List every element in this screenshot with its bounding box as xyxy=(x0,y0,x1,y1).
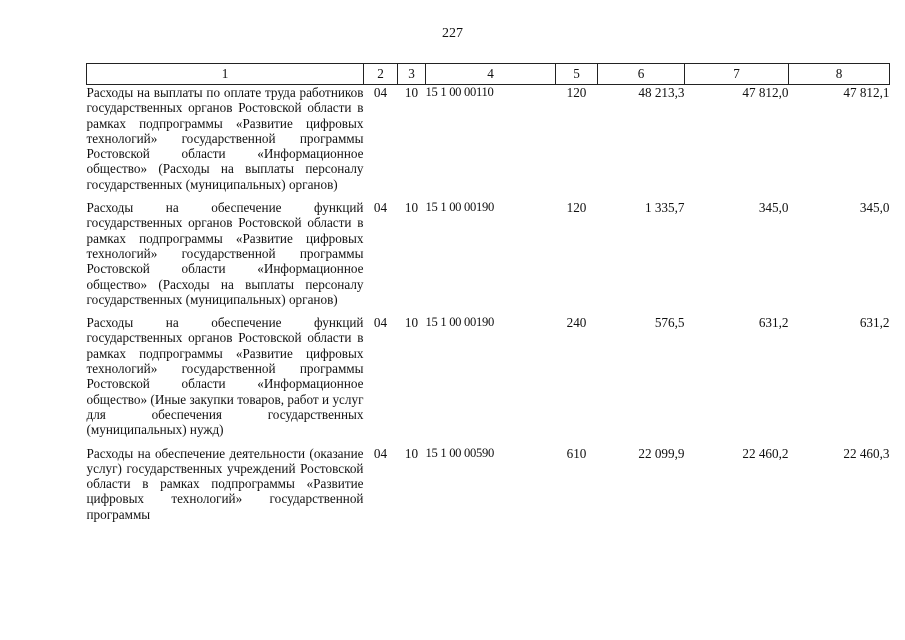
row-expense-type: 610 xyxy=(566,445,587,461)
row-amount-year-3: 345,0 xyxy=(859,200,890,216)
row-description: Расходы на обеспечение деятельности (оказание услуг) государственных учреждений Ростовской области в рамках подпрограммы «Развитие цифровых технологий» государственной программы xyxy=(86,445,364,522)
row-target-code: 15 1 00 00190 xyxy=(425,200,495,215)
row-subsection: 10 xyxy=(404,85,419,100)
header-col-8: 8 xyxy=(789,64,890,85)
header-col-6: 6 xyxy=(598,64,685,85)
row-amount-year-3: 47 812,1 xyxy=(843,85,890,100)
row-target-code: 15 1 00 00110 xyxy=(425,85,494,99)
row-subsection: 10 xyxy=(404,200,419,216)
header-col-1: 1 xyxy=(87,64,364,85)
table-row xyxy=(87,315,890,445)
row-target-code: 15 1 00 00590 xyxy=(425,445,495,460)
row-description: Расходы на выплаты по оплате труда работников государственных органов Ростовской области в рамках подпрограммы «Развитие цифровых технологий» государственной программы Ростовской области «Информационное общество» (Расходы на выплаты персоналу государственных (муниципальных) органов) xyxy=(86,85,364,192)
row-amount-year-2: 345,0 xyxy=(758,200,789,216)
row-amount-year-2: 47 812,0 xyxy=(742,85,789,100)
row-amount-year-3: 631,2 xyxy=(859,315,890,331)
header-col-2: 2 xyxy=(364,64,398,85)
table-row xyxy=(87,446,890,522)
row-amount-year-2: 631,2 xyxy=(758,315,789,331)
row-expense-type: 120 xyxy=(566,85,587,100)
row-description: Расходы на обеспечение функций государственных органов Ростовской области в рамках подпрограммы «Развитие цифровых технологий» государственной программы Ростовской области «Информационное общество» (Расходы на выплаты персоналу государственных (муниципальных) органов) xyxy=(86,200,364,307)
row-subsection: 10 xyxy=(404,315,419,331)
table-row xyxy=(87,200,890,315)
row-section: 04 xyxy=(373,200,388,216)
row-amount-year-2: 22 460,2 xyxy=(742,445,789,461)
row-amount-year-1: 22 099,9 xyxy=(638,445,685,461)
table-row xyxy=(87,85,890,201)
row-section: 04 xyxy=(373,85,388,100)
row-section: 04 xyxy=(373,315,388,331)
row-amount-year-3: 22 460,3 xyxy=(843,445,890,461)
row-description: Расходы на обеспечение функций государственных органов Ростовской области в рамках подпрограммы «Развитие цифровых технологий» государственной программы Ростовской области «Информационное общество» (Иные закупки товаров, работ и услуг для обеспечения государственных (муниципальных) нужд) xyxy=(86,315,364,438)
row-subsection: 10 xyxy=(404,445,419,461)
table-header xyxy=(87,64,890,85)
header-col-3: 3 xyxy=(398,64,426,85)
row-expense-type: 120 xyxy=(566,200,587,216)
row-expense-type: 240 xyxy=(566,315,587,331)
row-section: 04 xyxy=(373,445,388,461)
row-amount-year-1: 1 335,7 xyxy=(644,200,685,216)
row-amount-year-1: 48 213,3 xyxy=(638,85,685,100)
header-col-4: 4 xyxy=(426,64,556,85)
header-row xyxy=(87,64,890,85)
budget-table xyxy=(86,63,890,522)
row-target-code: 15 1 00 00190 xyxy=(425,315,495,330)
header-col-7: 7 xyxy=(685,64,789,85)
row-amount-year-1: 576,5 xyxy=(654,315,685,331)
page-number: 227 xyxy=(442,26,463,41)
header-col-5: 5 xyxy=(556,64,598,85)
